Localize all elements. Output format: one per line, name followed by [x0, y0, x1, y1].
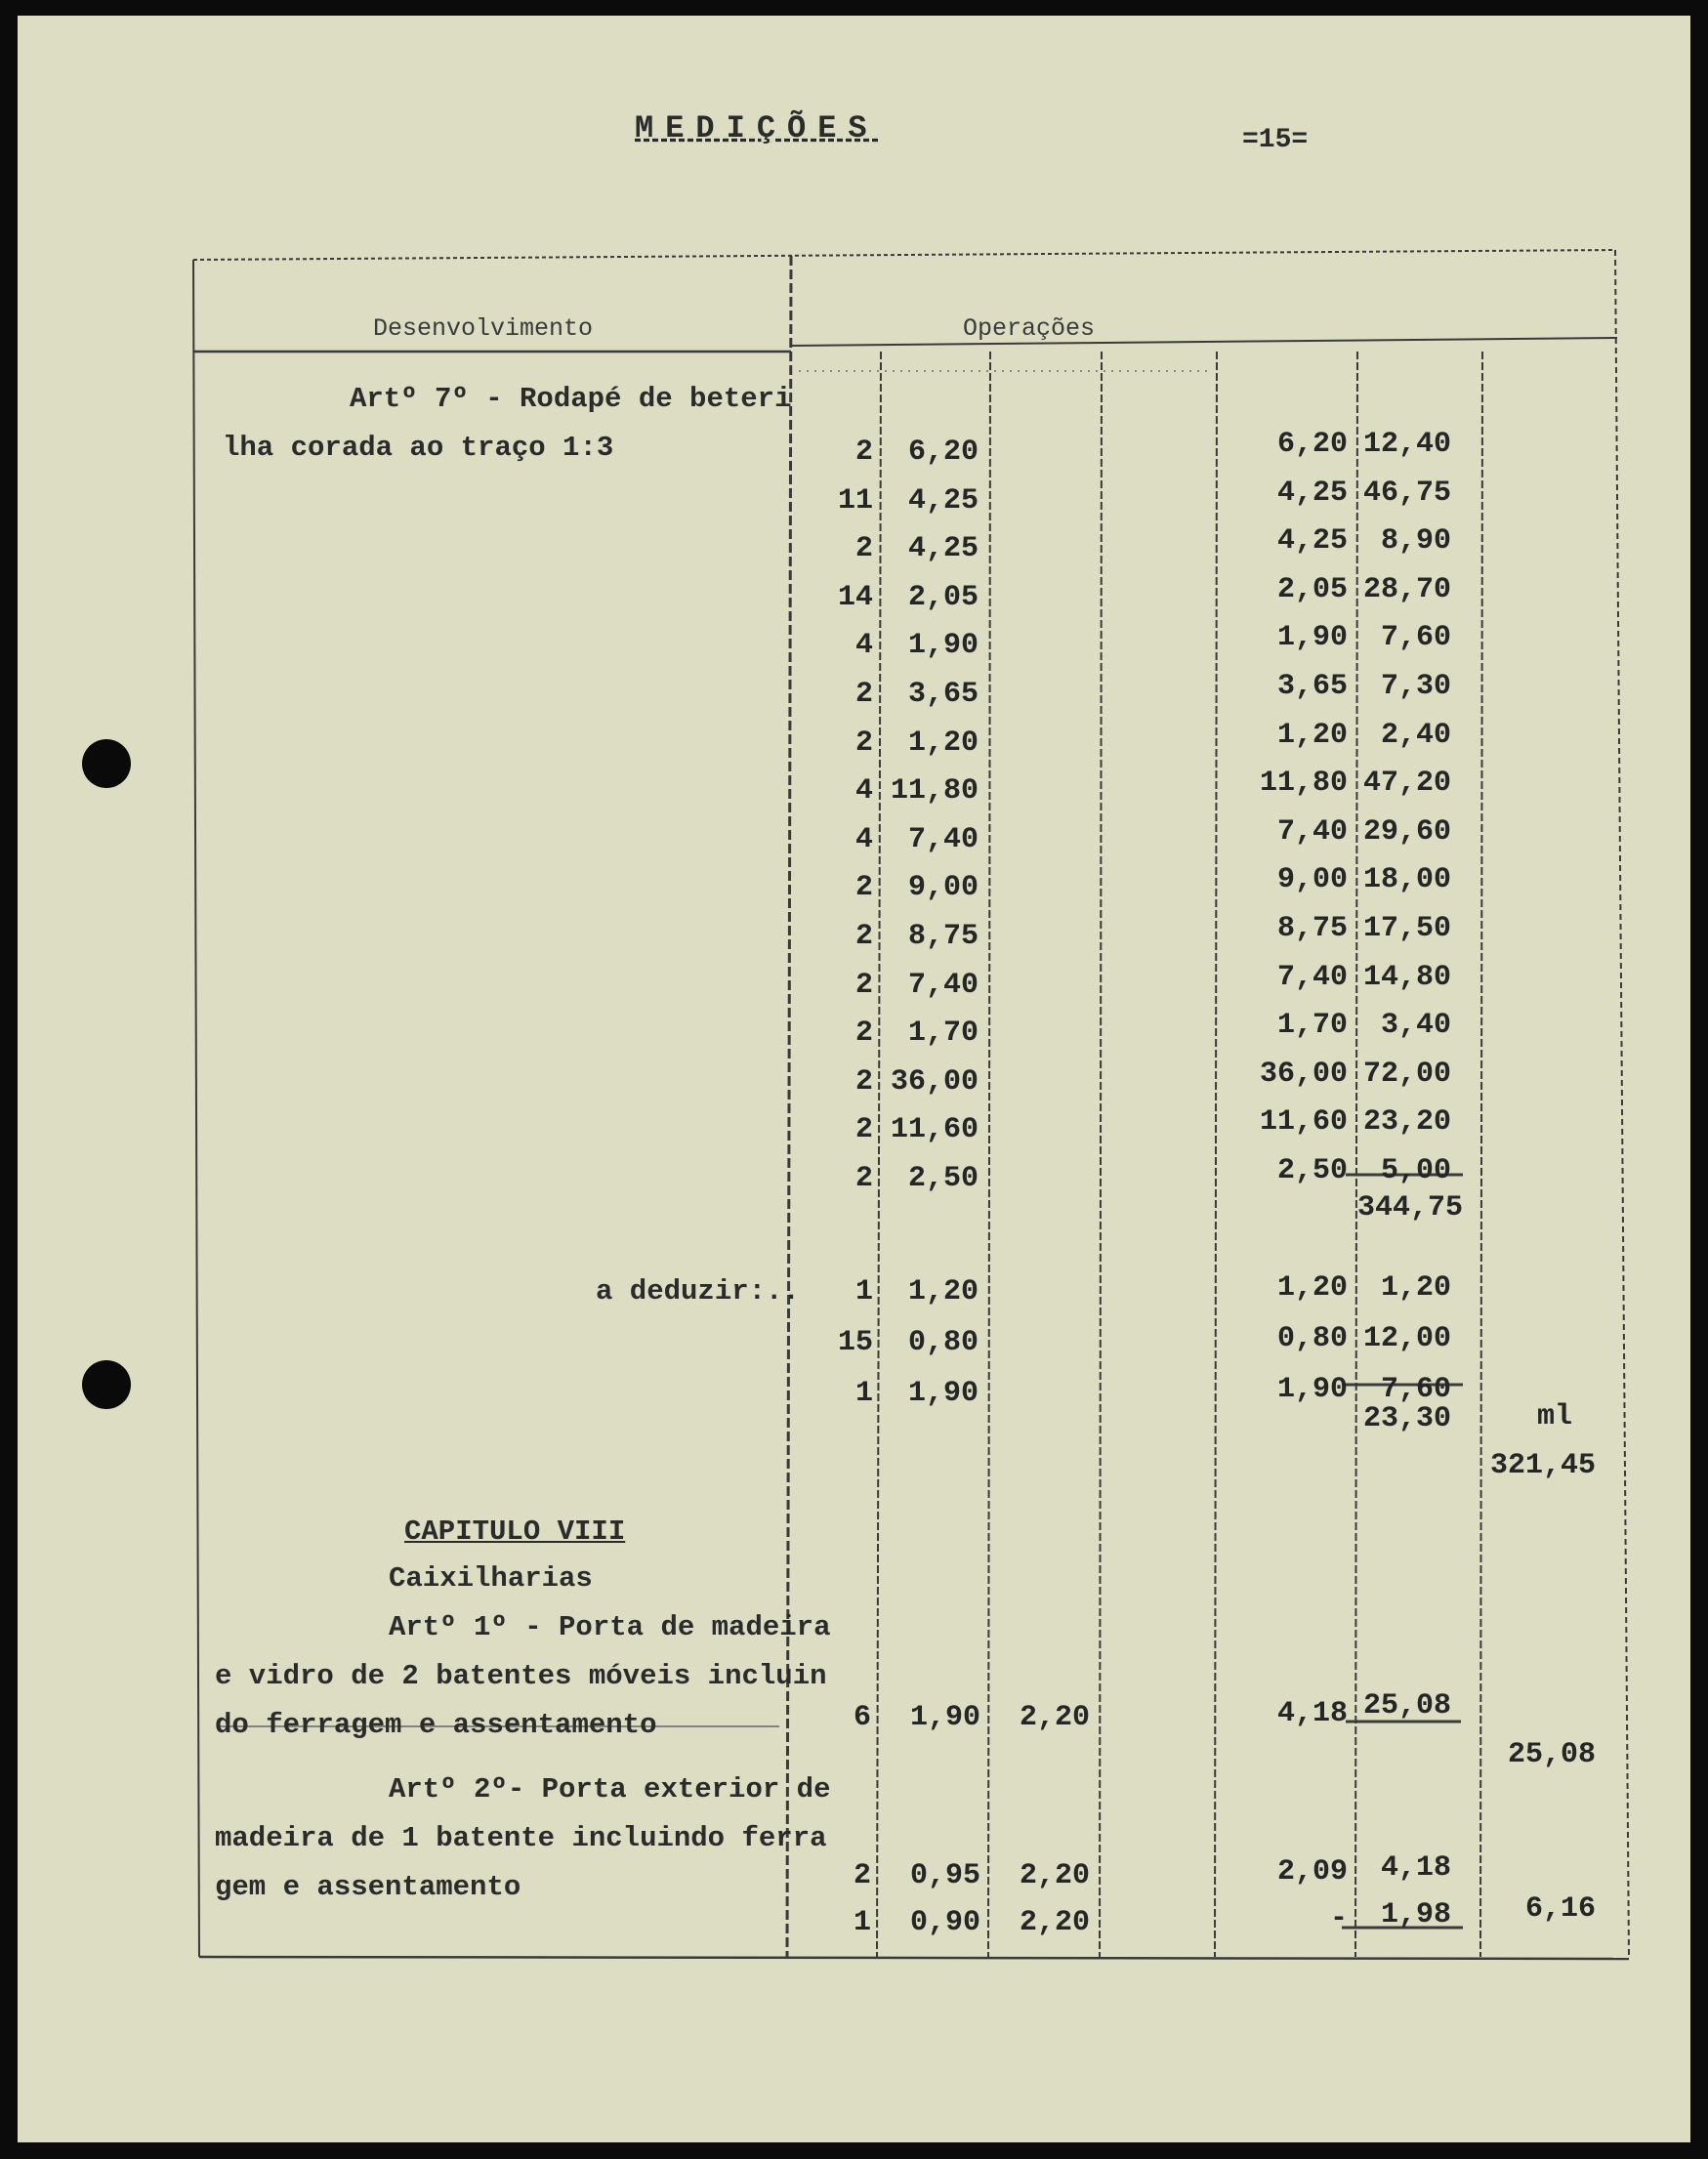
row-qty: 2 [854, 1017, 873, 1051]
row-unit: 6,20 [1276, 428, 1348, 461]
row-qty: 2 [854, 678, 873, 711]
deduct-length: 0,80 [907, 1326, 979, 1359]
page-number: =15= [1242, 125, 1309, 155]
page-title: MEDIÇÕES [635, 110, 879, 146]
row-qty: 4 [854, 774, 873, 809]
article-1-line3: do ferragem e assentamento [215, 1709, 657, 1741]
row-length: 4,25 [907, 483, 979, 518]
deduction-total: 23,30 [1362, 1402, 1451, 1435]
row-total: 7,60 [1380, 621, 1451, 655]
row-total: 14,80 [1362, 960, 1451, 994]
deduct-length: 1,90 [907, 1377, 979, 1410]
article-1-final-total: 25,08 [1507, 1738, 1596, 1771]
row-unit: 11,80 [1259, 767, 1348, 801]
row-length: 6,20 [907, 436, 979, 469]
deduct-total: 7,60 [1380, 1373, 1451, 1406]
row-qty: 2 [854, 968, 873, 1002]
row-qty: 2 [854, 1113, 873, 1147]
row-total: 17,50 [1362, 912, 1451, 945]
row-total: 5,00 [1380, 1154, 1451, 1187]
article-2-final-total: 6,16 [1524, 1892, 1596, 1926]
art1-total: 25,08 [1362, 1689, 1451, 1723]
document-page [18, 16, 1690, 2142]
article-7-subtotal: 344,75 [1357, 1191, 1464, 1225]
row-qty: 2 [854, 1162, 873, 1195]
art1-width: 1,90 [909, 1701, 980, 1734]
row-length: 1,70 [907, 1017, 979, 1051]
row-length: 9,00 [907, 871, 979, 905]
art2-unit: 2,09 [1276, 1855, 1348, 1889]
row-qty: 2 [854, 532, 873, 566]
chapter-title: CAPITULO VIII [404, 1515, 626, 1548]
art1-qty: 6 [853, 1701, 871, 1734]
column-header-operations: Operações [963, 314, 1096, 343]
art2-unit: - [1329, 1902, 1348, 1935]
row-qty: 11 [837, 483, 873, 518]
row-qty: 2 [854, 871, 873, 905]
column-header-description: Desenvolvimento [373, 314, 594, 343]
row-unit: 7,40 [1276, 960, 1348, 994]
article-1-title: Artº 1º - Porta de madeira [389, 1611, 831, 1643]
row-unit: 36,00 [1259, 1057, 1348, 1091]
deduct-qty: 1 [854, 1377, 873, 1410]
art2-total: 4,18 [1380, 1851, 1451, 1885]
row-length: 7,40 [907, 822, 979, 856]
row-length: 11,80 [890, 774, 979, 809]
article-2-line2: madeira de 1 batente incluindo ferra [215, 1822, 827, 1854]
deduct-qty: 1 [854, 1275, 873, 1308]
chapter-subtitle: Caixilharias [389, 1562, 593, 1595]
deduct-label: a deduzir:.. [596, 1275, 800, 1308]
row-length: 8,75 [907, 920, 979, 953]
row-qty: 2 [854, 920, 873, 953]
row-length: 11,60 [890, 1113, 979, 1147]
row-unit: 1,70 [1276, 1009, 1348, 1043]
row-length: 1,20 [907, 726, 979, 760]
article-1-line2: e vidro de 2 batentes móveis incluin [215, 1660, 827, 1692]
article-2-line3: gem e assentamento [215, 1871, 521, 1903]
row-total: 7,30 [1380, 670, 1451, 703]
unit-label: ml [1537, 1400, 1573, 1433]
row-unit: 3,65 [1276, 670, 1348, 703]
row-qty: 2 [854, 726, 873, 760]
row-total: 3,40 [1380, 1009, 1451, 1043]
article-2-title: Artº 2º- Porta exterior de [389, 1773, 831, 1806]
row-length: 36,00 [890, 1064, 979, 1099]
art1-height: 2,20 [1019, 1701, 1090, 1734]
row-unit: 2,05 [1276, 572, 1348, 606]
art2-qty: 1 [853, 1906, 871, 1939]
deduct-unit: 1,20 [1276, 1271, 1348, 1305]
row-unit: 1,90 [1276, 621, 1348, 655]
row-unit: 4,25 [1276, 524, 1348, 559]
row-unit: 8,75 [1276, 912, 1348, 945]
article-7-final-total: 321,45 [1489, 1449, 1596, 1482]
row-qty: 2 [854, 1064, 873, 1099]
row-total: 2,40 [1380, 718, 1451, 752]
row-total: 23,20 [1362, 1105, 1451, 1140]
row-total: 29,60 [1362, 814, 1451, 849]
art1-unit: 4,18 [1276, 1697, 1348, 1730]
row-qty: 14 [837, 580, 873, 614]
row-unit: 2,50 [1276, 1154, 1348, 1187]
row-unit: 9,00 [1276, 863, 1348, 897]
deduct-unit: 1,90 [1276, 1373, 1348, 1406]
deduct-unit: 0,80 [1276, 1322, 1348, 1355]
row-total: 47,20 [1362, 767, 1451, 801]
article-7-description: lha corada ao traço 1:3 [223, 432, 614, 464]
row-total: 72,00 [1362, 1057, 1451, 1091]
row-length: 7,40 [907, 968, 979, 1002]
deduct-total: 1,20 [1380, 1271, 1451, 1305]
row-total: 8,90 [1380, 524, 1451, 559]
row-unit: 4,25 [1276, 476, 1348, 510]
deduct-length: 1,20 [907, 1275, 979, 1308]
article-7-title: Artº 7º - Rodapé de beteri [350, 383, 792, 415]
art2-width: 0,90 [909, 1906, 980, 1939]
row-unit: 11,60 [1259, 1105, 1348, 1140]
row-total: 12,40 [1362, 428, 1451, 461]
row-qty: 2 [854, 436, 873, 469]
art2-total: 1,98 [1380, 1898, 1451, 1931]
row-length: 2,50 [907, 1162, 979, 1195]
deduct-total: 12,00 [1362, 1322, 1451, 1355]
art2-qty: 2 [853, 1859, 871, 1892]
row-length: 4,25 [907, 532, 979, 566]
art2-height: 2,20 [1019, 1859, 1090, 1892]
row-total: 46,75 [1362, 476, 1451, 510]
row-total: 18,00 [1362, 863, 1451, 897]
row-unit: 1,20 [1276, 718, 1348, 752]
deduct-qty: 15 [837, 1326, 873, 1359]
row-qty: 4 [854, 822, 873, 856]
row-length: 1,90 [907, 629, 979, 663]
art2-width: 0,95 [909, 1859, 980, 1892]
row-qty: 4 [854, 629, 873, 663]
row-length: 2,05 [907, 580, 979, 614]
row-unit: 7,40 [1276, 814, 1348, 849]
row-total: 28,70 [1362, 572, 1451, 606]
row-length: 3,65 [907, 678, 979, 711]
art2-height: 2,20 [1019, 1906, 1090, 1939]
